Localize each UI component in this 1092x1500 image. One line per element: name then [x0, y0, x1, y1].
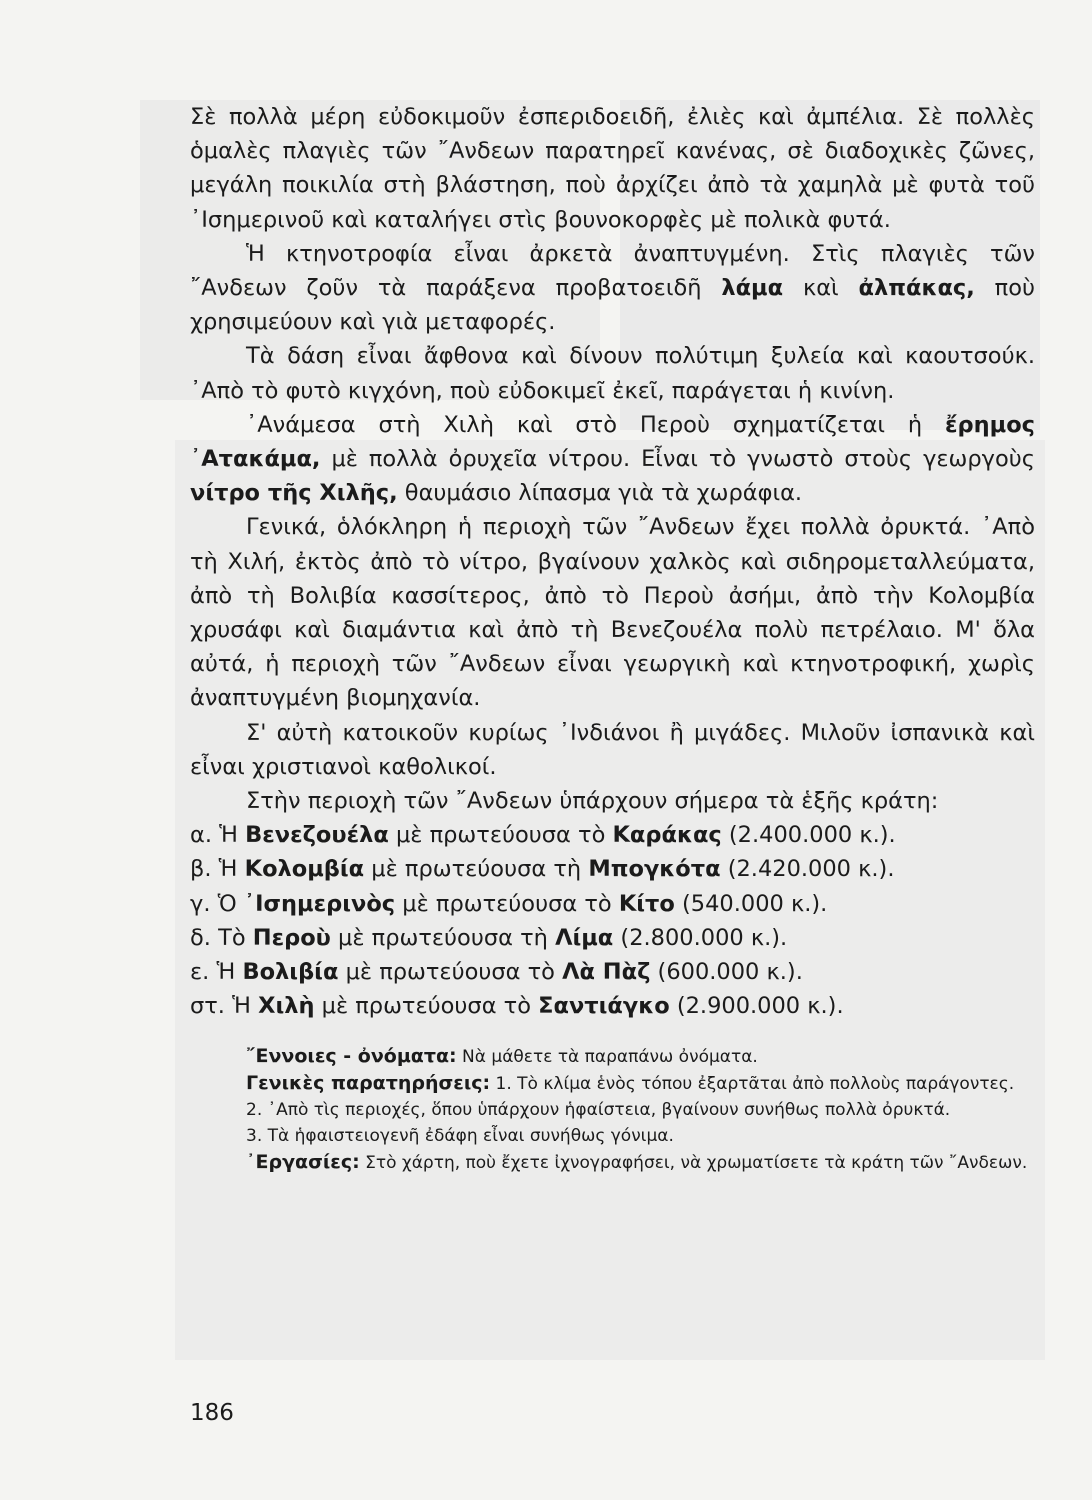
tasks-label: ᾿Εργασίες: [246, 1151, 360, 1174]
list-item: α. Ἡ Βενεζουέλα μὲ πρωτεύουσα τὸ Καράκας (2.400.000 κ.). [190, 822, 896, 849]
list-item: στ. Ἡ Χιλὴ μὲ πρωτεύουσα τὸ Σαντιάγκο (2.900.000 κ.). [190, 993, 844, 1020]
paragraph-minerals: Γενικά, ὁλόκληρη ἡ περιοχὴ τῶν ῎Ανδεων ἔχει πολλὰ ὀρυκτά. ᾿Απὸ τὴ Χιλή, ἐκτὸς ἀπὸ τὸ νίτρο, βγαίνουν χαλκὸς καὶ σιδηρομεταλλεύματα, ἀπὸ τὴ Βολιβία κασσίτερος, ἀπὸ τὸ Περοὺ ἀσήμι, ἀπὸ τὴν Κολομβία χρυσάφι καὶ διαμάντια καὶ ἀπὸ τὴ Βενεζουέλα πολὺ πετρέλαιο. Μ' ὅλα αὐτά, ἡ περιοχὴ τῶν ῎Ανδεων εἶναι γεωργικὴ καὶ κτηνοτροφική, χωρὶς ἀναπτυγμένη βιομηχανία. [190, 514, 1035, 712]
paragraph-population: Σ' αὐτὴ κατοικοῦν κυρίως ᾿Ινδιάνοι ἢ μιγάδες. Μιλοῦν ἰσπανικὰ καὶ εἶναι χριστιανοὶ καθολικοί. [190, 719, 1035, 780]
list-item: β. Ἡ Κολομβία μὲ πρωτεύουσα τὴ Μπογκότα (2.420.000 κ.). [190, 856, 895, 883]
paragraph-atacama: ᾿Ανάμεσα στὴ Χιλὴ καὶ στὸ Περοὺ σχηματίζεται ἡ ἔρημος ᾿Ατακάμα, μὲ πολλὰ ὀρυχεῖα νίτρου. Εἶναι τὸ γνωστὸ στοὺς γεωργοὺς νίτρο τῆς Χιλῆς, θαυμάσιο λίπασμα γιὰ τὰ χωράφια. [190, 411, 1035, 507]
general-label: Γενικὲς παρατηρήσεις: [246, 1072, 491, 1095]
paragraph-states-intro: Στὴν περιοχὴ τῶν ῎Ανδεων ὑπάρχουν σήμερα τὰ ἑξῆς κράτη: [246, 788, 939, 815]
paragraph-livestock: Ἡ κτηνοτροφία εἶναι ἀρκετὰ ἀναπτυγμένη. Στὶς πλαγιὲς τῶν ῎Ανδεων ζοῦν τὰ παράξενα προβατοειδῆ λάμα καὶ ἀλπάκας, ποὺ χρησιμεύουν καὶ γιὰ μεταφορές. [190, 240, 1036, 336]
general-observations: Γενικὲς παρατηρήσεις: 1. Τὸ κλίμα ἑνὸς τόπου ἐξαρτᾶται ἀπὸ πολλοὺς παράγοντες. [246, 1072, 1015, 1095]
general-observation-3: 3. Τὰ ἡφαιστειογενῆ ἐδάφη εἶναι συνήθως γόνιμα. [246, 1126, 674, 1147]
paragraph-forests: Τὰ δάση εἶναι ἄφθονα καὶ δίνουν πολύτιμη ξυλεία καὶ καουτσούκ. ᾿Απὸ τὸ φυτὸ κιγχόνη, ποὺ εὐδοκιμεῖ ἐκεῖ, παράγεται ἡ κινίνη. [190, 343, 1035, 404]
term-atacama: ἔρημος ᾿Ατακάμα, [190, 411, 1035, 473]
list-item: δ. Τὸ Περοὺ μὲ πρωτεύουσα τὴ Λίμα (2.800.000 κ.). [190, 924, 788, 951]
term-alpaca: ἀλπάκας, [858, 275, 975, 302]
page-body [190, 100, 1035, 1176]
general-observation-2: 2. ᾿Απὸ τὶς περιοχές, ὅπου ὑπάρχουν ἡφαίστεια, βγαίνουν συνήθως πολλὰ ὀρυκτά. [246, 1100, 951, 1121]
page-number: 186 [190, 1400, 234, 1426]
concepts-label: ῎Εννοιες - ὀνόματα: [246, 1045, 457, 1068]
term-chile-nitre: νίτρο τῆς Χιλῆς, [190, 480, 398, 507]
paragraph-vegetation: Σὲ πολλὰ μέρη εὐδοκιμοῦν ἐσπεριδοειδῆ, ἐλιὲς καὶ ἀμπέλια. Σὲ πολλὲς ὁμαλὲς πλαγιὲς τῶν ῎Ανδεων παρατηρεῖ κανένας, σὲ διαδοχικὲς ζῶνες, μεγάλη ποικιλία στὴ βλάστηση, ποὺ ἀρχίζει ἀπὸ τὰ χαμηλὰ μὲ φυτὰ τοῦ ᾿Ισημερινοῦ καὶ καταλήγει στὶς βουνοκορφὲς μὲ πολικὰ φυτά. [190, 104, 1035, 233]
concepts-line: ῎Εννοιες - ὀνόματα: Νὰ μάθετε τὰ παραπάνω ὀνόματα. [246, 1045, 758, 1068]
term-lama: λάμα [721, 275, 784, 302]
list-item: γ. Ὁ ᾿Ισημερινὸς μὲ πρωτεύουσα τὸ Κίτο (540.000 κ.). [190, 890, 828, 917]
states-list [190, 818, 1035, 1023]
exercises-section [190, 1043, 1035, 1176]
list-item: ε. Ἡ Βολιβία μὲ πρωτεύουσα τὸ Λὰ Πὰζ (600.000 κ.). [190, 959, 803, 986]
tasks-line: ᾿Εργασίες: Στὸ χάρτη, ποὺ ἔχετε ἰχνογραφήσει, νὰ χρωματίσετε τὰ κράτη τῶν ῎Ανδεων. [246, 1151, 1028, 1174]
